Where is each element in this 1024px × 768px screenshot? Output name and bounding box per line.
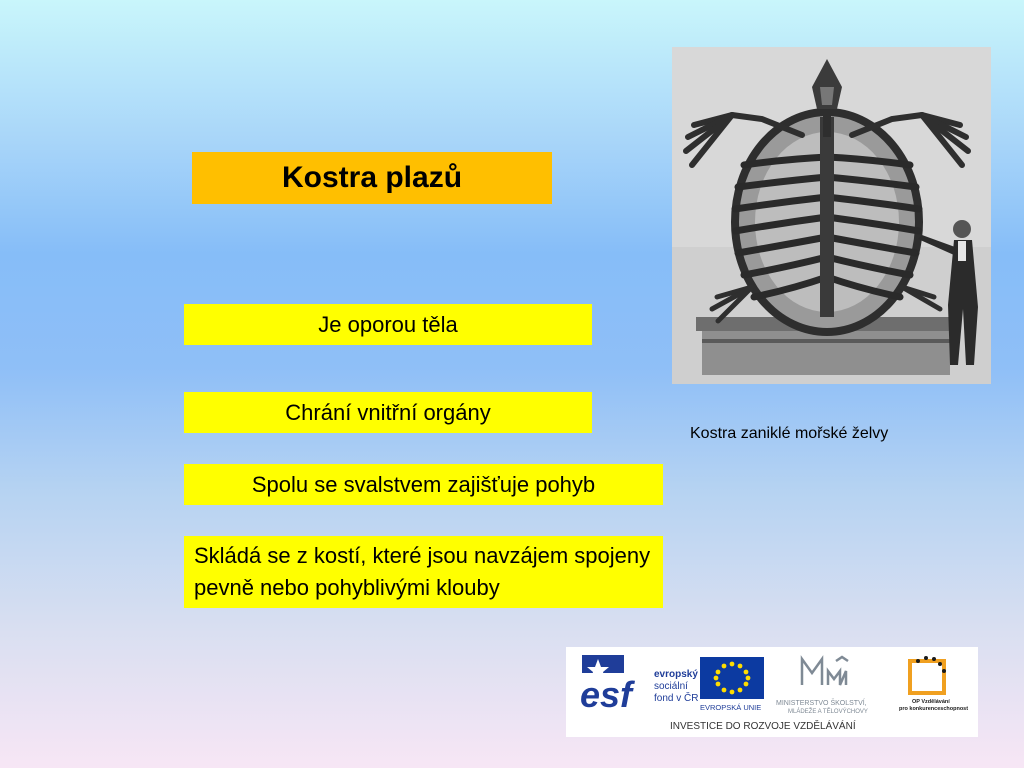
slide-title: Kostra plazů (281, 161, 463, 194)
op-text-2: pro konkurenceschopnost (899, 706, 969, 712)
op-logo (910, 656, 946, 693)
point-text: Spolu se svalstvem zajišťuje pohyb (251, 471, 596, 497)
logo-footer-text: INVESTICE DO ROZVOJE VZDĚLÁVÁNÍ (670, 721, 856, 732)
msmt-text-2: MLÁDEŽE A TĚLOVÝCHOVY (788, 709, 868, 715)
point-text: Skládá se z kostí, které jsou navzájem spojeny pevně nebo pohyblivými klouby (194, 543, 651, 600)
msmt-logo (802, 657, 848, 685)
esf-text-3: fond v ČR (654, 693, 699, 704)
msmt-text-1: MINISTERSTVO ŠKOLSTVÍ, (776, 700, 867, 707)
esf-logo (580, 655, 635, 715)
point-text: Chrání vnitřní orgány (285, 399, 491, 425)
funding-logo-banner (566, 647, 978, 737)
slide-title-box (192, 152, 552, 204)
point-box-bones (184, 536, 663, 608)
eu-flag-icon (700, 657, 764, 699)
point-text: Je oporou těla (318, 311, 458, 337)
esf-text-1: evropský (654, 669, 698, 680)
svg-text:esf: esf (580, 674, 633, 715)
point-box-support (184, 304, 592, 345)
op-text-1: OP Vzdělávání (912, 699, 950, 705)
point-box-protection (184, 392, 592, 433)
eu-label: EVROPSKÁ UNIE (700, 703, 762, 712)
esf-text-2: sociální (654, 681, 688, 692)
point-box-movement (184, 464, 663, 505)
photo-caption: Kostra zaniklé mořské želvy (690, 425, 889, 442)
turtle-skeleton-photo (672, 47, 991, 384)
